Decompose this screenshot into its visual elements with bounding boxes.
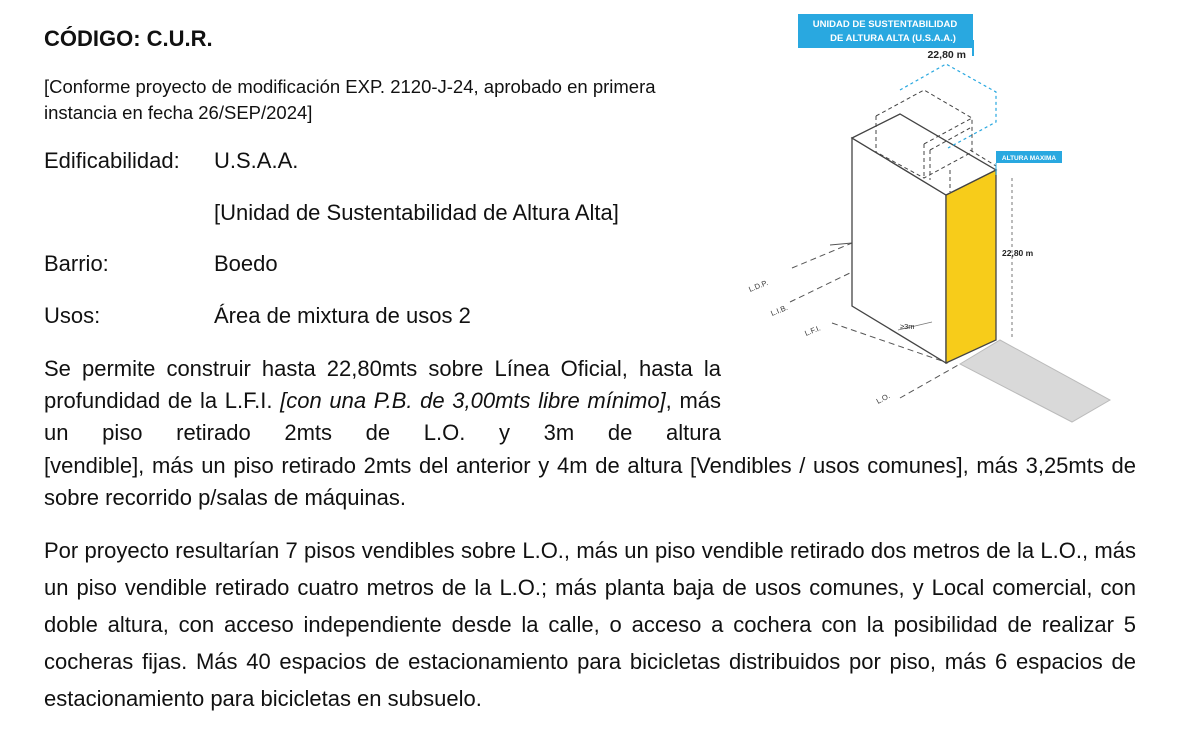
usos-label: Usos: [44, 303, 101, 328]
paragraph-permit [44, 353, 721, 449]
barrio-label: Barrio: [44, 251, 109, 276]
building-diagram [730, 8, 1190, 438]
max-height-label: ALTURA MAXIMA [1001, 155, 1057, 162]
lib-line [790, 272, 852, 302]
document-title: CÓDIGO: C.U.R. [44, 26, 213, 51]
edificabilidad-detail: [Unidad de Sustentabilidad de Altura Alta] [214, 200, 619, 225]
permit-text-b: , más un piso retirado 2mts de L.O. y 3m de altura [44, 388, 722, 445]
lo-label: L.O. [874, 391, 892, 406]
height-dimension-label: 22,80 m [1002, 248, 1034, 258]
lib-label: L.I.B. [769, 302, 789, 318]
paragraph-permit-continued: [vendible], más un piso retirado 2mts del anterior y 4m de altura [Vendibles / usos comunes], más 3,25mts de sobre recorrido p/salas de máquinas. [44, 453, 1136, 510]
edificabilidad-label: Edificabilidad: [44, 148, 180, 173]
permit-text-italic: [con una P.B. de 3,00mts libre mínimo] [280, 388, 666, 413]
building-facade [946, 170, 996, 363]
lo-line [900, 364, 960, 398]
badge-height: 22,80 m [927, 49, 966, 61]
sidewalk [960, 340, 1110, 422]
ldp-line [792, 243, 852, 268]
setback-label: ≥3m [900, 322, 915, 331]
permit-text-a: Se permite construir hasta 22,80mts sobre Línea Oficial, hasta la profundidad de la L.F.I. [44, 356, 721, 413]
barrio-value: Boedo [214, 251, 278, 276]
approval-note: [Conforme proyecto de modificación EXP. 2120-J-24, aprobado en primera instancia en fecha 26/SEP/2024] [44, 76, 656, 123]
lfi-label: L.F.I. [803, 323, 822, 338]
badge-line2: DE ALTURA ALTA (U.S.A.A.) [830, 33, 956, 44]
usos-value: Área de mixtura de usos 2 [214, 303, 471, 328]
edificabilidad-value: U.S.A.A. [214, 148, 299, 173]
ldp-label: L.D.P. [747, 278, 770, 294]
paragraph-project: Por proyecto resultarían 7 pisos vendibles sobre L.O., más un piso vendible retirado dos metros de la L.O., más un piso vendible retirado cuatro metros de la L.O.; más planta baja de usos comunes, y Local comercial, con doble altura, con acceso independiente desde la calle, o acceso a cochera con la posibilidad de realizar 5 cocheras fijas. Más 40 espacios de estacionamiento para bicicletas distribuidos por piso, más 6 espacios de estacionamiento para bicicletas en subsuelo. [44, 538, 1136, 711]
badge-line1: UNIDAD DE SUSTENTABILIDAD [812, 19, 958, 30]
